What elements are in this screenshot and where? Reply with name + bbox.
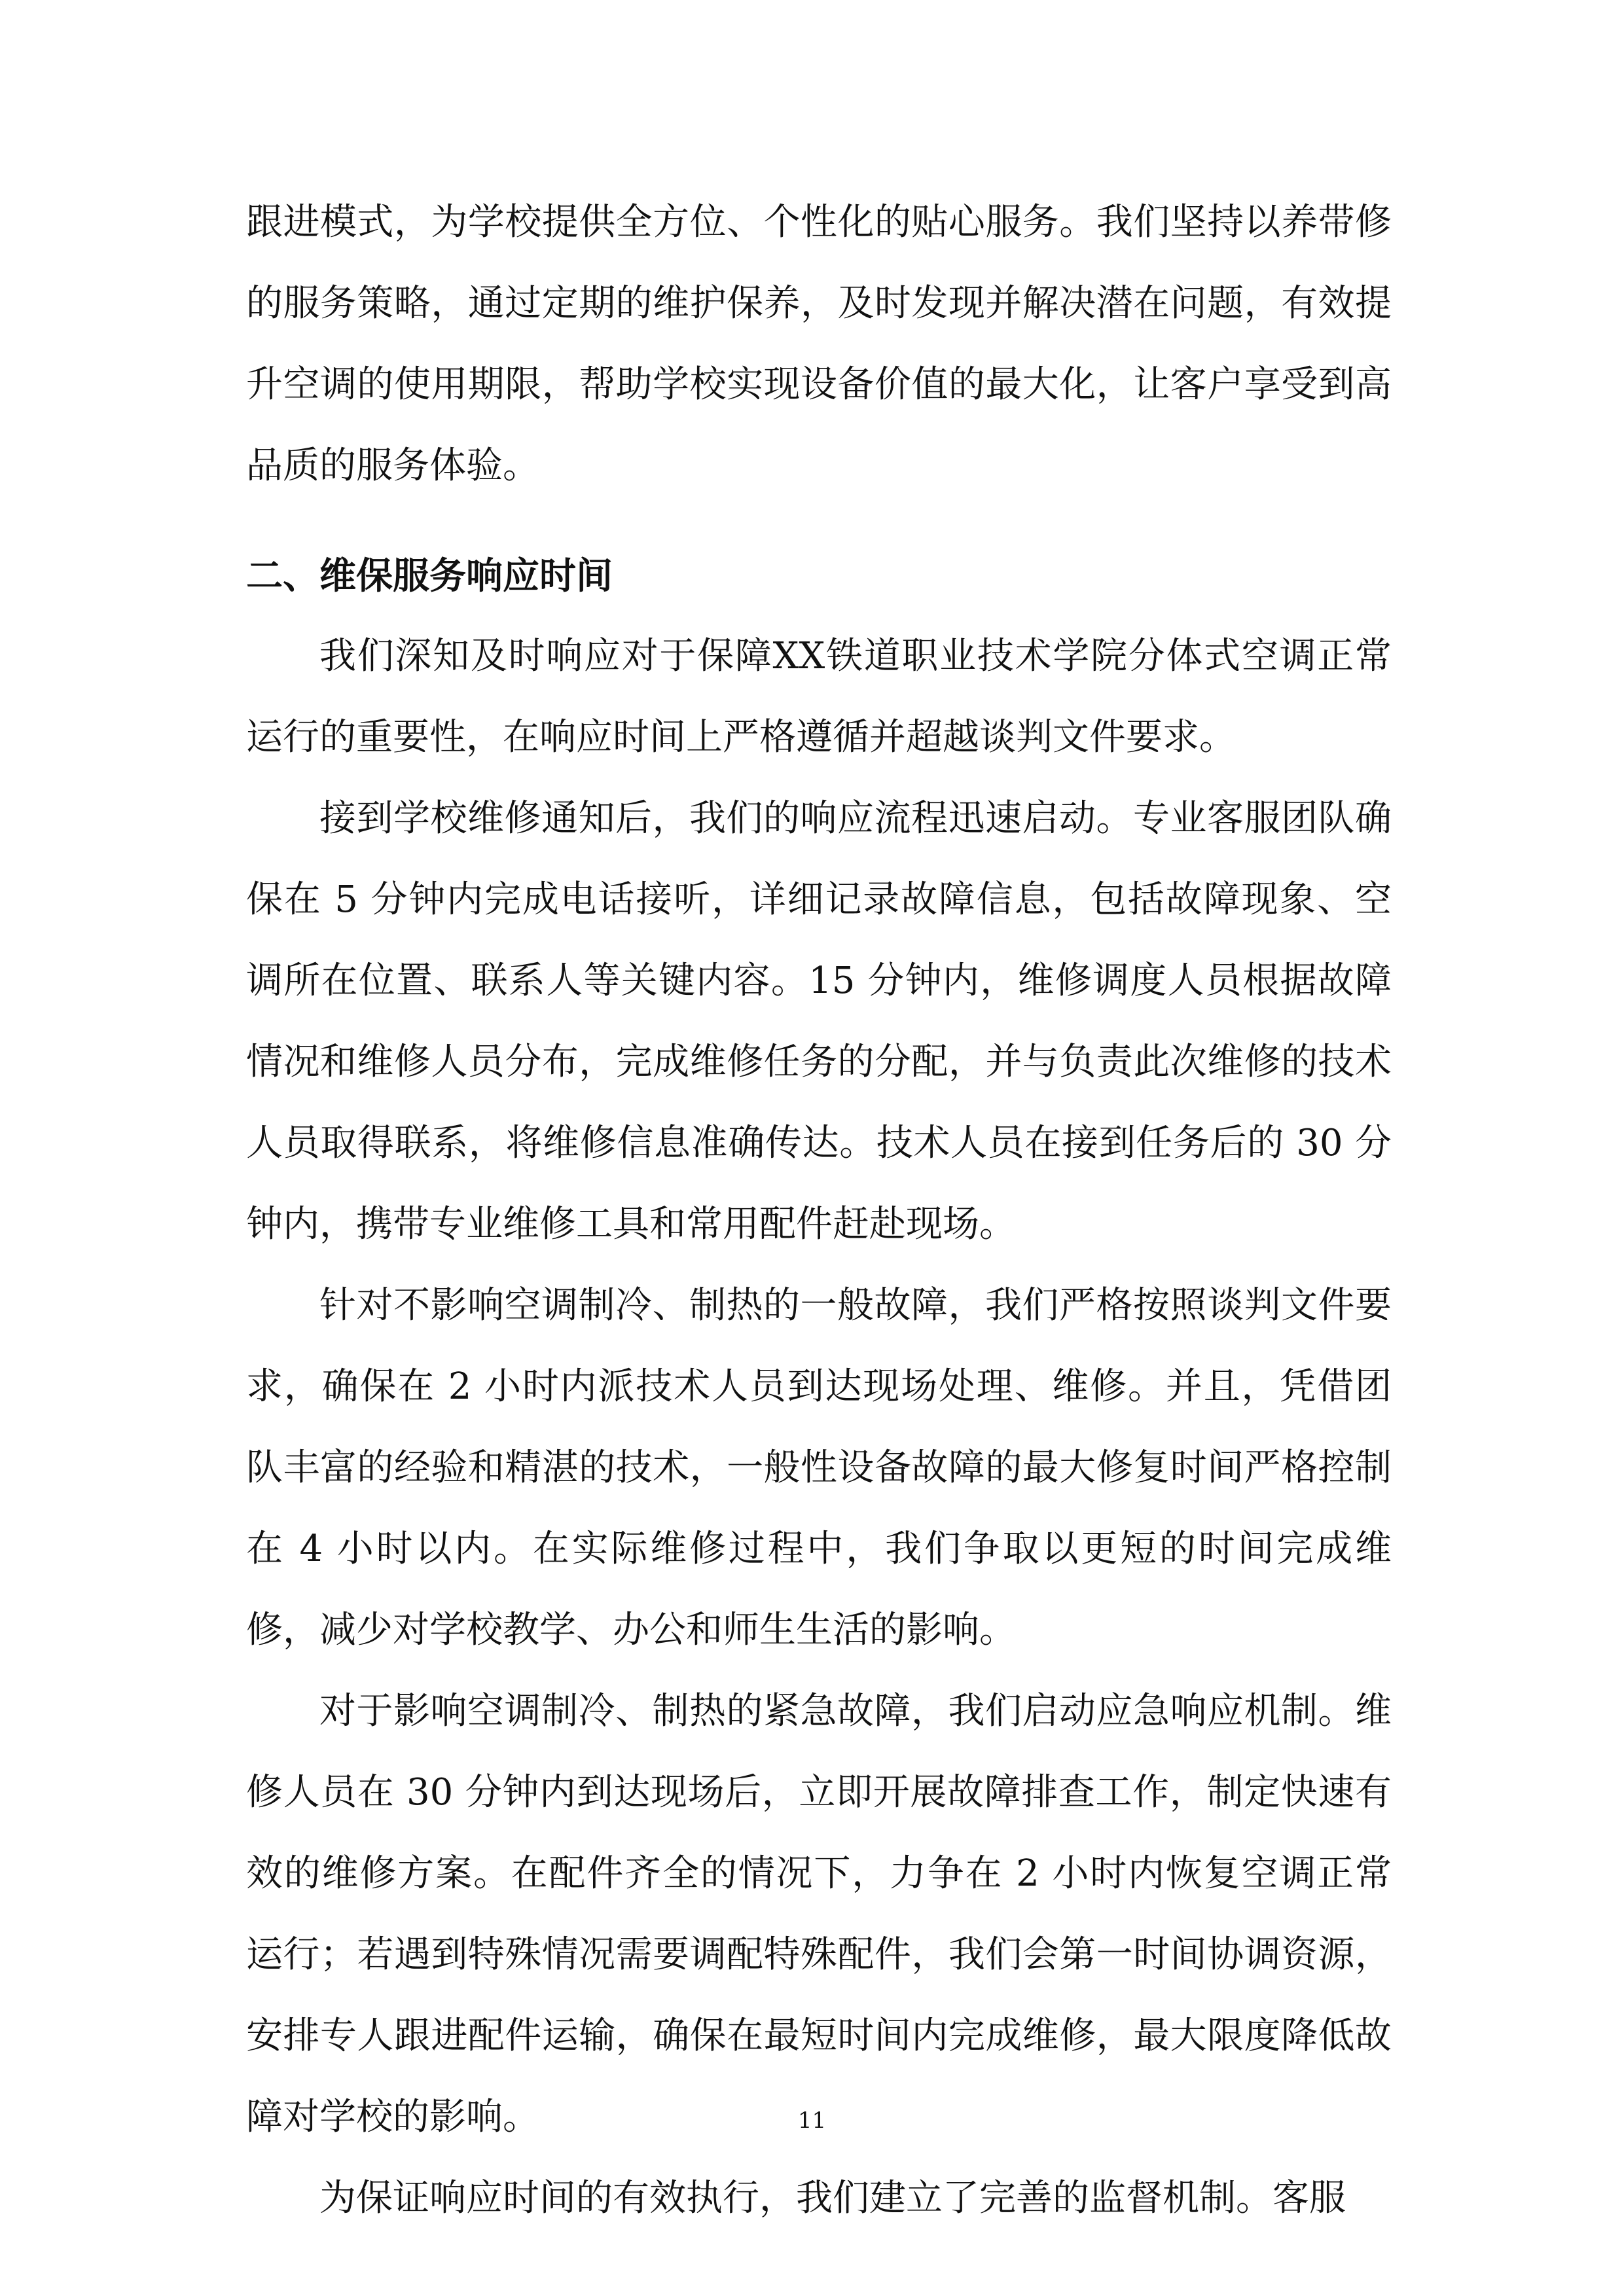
intro-paragraph: 跟进模式，为学校提供全方位、个性化的贴心服务。我们坚持以养带修的服务策略，通过定期的维护保养，及时发现并解决潜在问题，有效提升空调的使用期限，帮助学校实现设备价值的最大化，让客户享受到高品质的服务体验。 — [246, 201, 1392, 487]
paragraph-3: 针对不影响空调制冷、制热的一般故障，我们严格按照谈判文件要求，确保在 2 小时内派技术人员到达现场处理、维修。并且，凭借团队丰富的经验和精湛的技术，一般性设备故障的最大修复时间严格控制在 4 小时以内。在实际维修过程中，我们争取以更短的时间完成维修，减少对学校教学、办公和师生生活的影响。 — [246, 1284, 1392, 1651]
paragraph-1: 我们深知及时响应对于保障XX铁道职业技术学院分体式空调正常运行的重要性，在响应时间上严格遵循并超越谈判文件要求。 — [246, 635, 1392, 759]
page-number: 11 — [797, 2108, 827, 2134]
body-block — [246, 616, 1392, 2239]
heading-block — [246, 535, 1392, 617]
intro-block — [246, 182, 1392, 507]
section-heading: 二、维保服务响应时间 — [246, 554, 613, 598]
paragraph-5: 为保证响应时间的有效执行，我们建立了完善的监督机制。客服 — [319, 2177, 1346, 2219]
paragraph-2: 接到学校维修通知后，我们的响应流程迅速启动。专业客服团队确保在 5 分钟内完成电话接听，详细记录故障信息，包括故障现象、空调所在位置、联系人等关键内容。15 分钟内，维修调度人员根据故障情况和维修人员分布，完成维修任务的分配，并与负责此次维修的技术人员取得联系，将维修信息准确传达。技术人员在接到任务后的 30 分钟内，携带专业维修工具和常用配件赶赴现场。 — [246, 797, 1392, 1246]
paragraph-4: 对于影响空调制冷、制热的紧急故障，我们启动应急响应机制。维修人员在 30 分钟内到达现场后，立即开展故障排查工作，制定快速有效的维修方案。在配件齐全的情况下，力争在 2 小时内恢复空调正常运行；若遇到特殊情况需要调配特殊配件，我们会第一时间协调资源，安排专人跟进配件运输，确保在最短时间内完成维修，最大限度降低故障对学校的影响。 — [246, 1690, 1392, 2138]
